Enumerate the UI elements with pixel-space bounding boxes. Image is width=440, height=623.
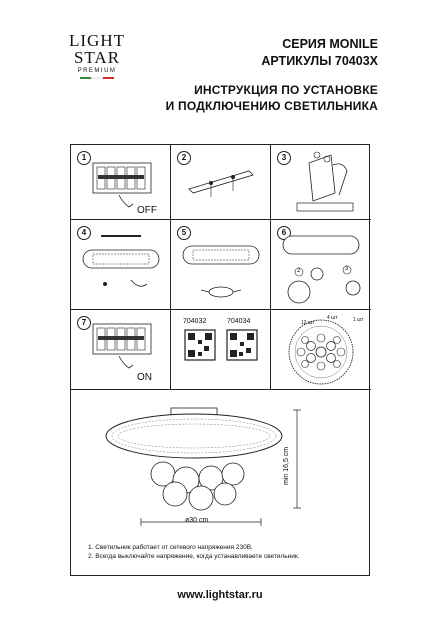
chandelier-drawing-icon <box>71 390 371 540</box>
off-label: OFF <box>137 205 157 216</box>
mounting-bar-icon <box>171 145 269 219</box>
step-6b-panel <box>271 310 371 390</box>
circuit-breaker-on-icon <box>71 310 169 388</box>
qr-panel <box>171 310 271 390</box>
step-5-panel <box>171 220 271 310</box>
crystal-count-12: 12 шт <box>301 320 315 326</box>
instruction-title <box>166 82 378 114</box>
article-704032: 704032 <box>183 318 207 325</box>
logo-line-3: PREMIUM <box>77 68 117 74</box>
callout-b: 3 <box>345 266 349 272</box>
crystal-count-4: 4 шт <box>327 315 338 321</box>
step-6a-panel <box>271 220 371 310</box>
series-header <box>261 36 378 70</box>
title-line-1: ИНСТРУКЦИЯ ПО УСТАНОВКЕ <box>194 83 378 97</box>
title-line-2: И ПОДКЛЮЧЕНИЮ СВЕТИЛЬНИКА <box>165 99 378 113</box>
height-label: min 16,5 cm <box>283 446 290 485</box>
step-1-panel <box>71 145 171 220</box>
step-number: 6 <box>277 226 291 240</box>
step-number: 7 <box>77 316 91 330</box>
step-number: 3 <box>277 151 291 165</box>
bulb-install-icon <box>171 220 269 308</box>
logo-line-2: STAR <box>73 48 121 67</box>
frame-attach-icon <box>71 220 169 308</box>
step-number: 1 <box>77 151 91 165</box>
step-3-panel <box>271 145 371 220</box>
product-drawing-panel <box>71 390 371 540</box>
ceiling-mount-icon <box>271 145 369 219</box>
note-1: 1. Светильник работает от сетевого напряжения 230В. <box>88 544 253 551</box>
step-number: 4 <box>77 226 91 240</box>
step-4-panel <box>71 220 171 310</box>
step-number: 2 <box>177 151 191 165</box>
website-link[interactable]: www.lightstar.ru <box>177 589 263 601</box>
instruction-grid <box>70 144 370 576</box>
diameter-label: ø30 cm <box>185 517 209 524</box>
callout-a: 2 <box>297 268 301 274</box>
step-7-panel <box>71 310 171 390</box>
notes <box>88 543 300 561</box>
crystal-count-1: 1 шт <box>353 317 364 323</box>
series-name: СЕРИЯ MONILE <box>282 37 378 51</box>
qr-code-icon <box>171 310 269 388</box>
step-number: 5 <box>177 226 191 240</box>
article-704034: 704034 <box>227 318 251 325</box>
logo-line-1: LIGHT <box>69 31 125 50</box>
note-2: 2. Всегда выключайте напряжение, когда устанавливаете светильник. <box>88 553 300 560</box>
italian-flag-icon <box>80 77 114 79</box>
on-label: ON <box>137 372 152 383</box>
brand-logo <box>67 32 127 79</box>
article-numbers: АРТИКУЛЫ 70403X <box>261 54 378 68</box>
crystal-hang-icon <box>271 220 369 308</box>
step-2-panel <box>171 145 271 220</box>
